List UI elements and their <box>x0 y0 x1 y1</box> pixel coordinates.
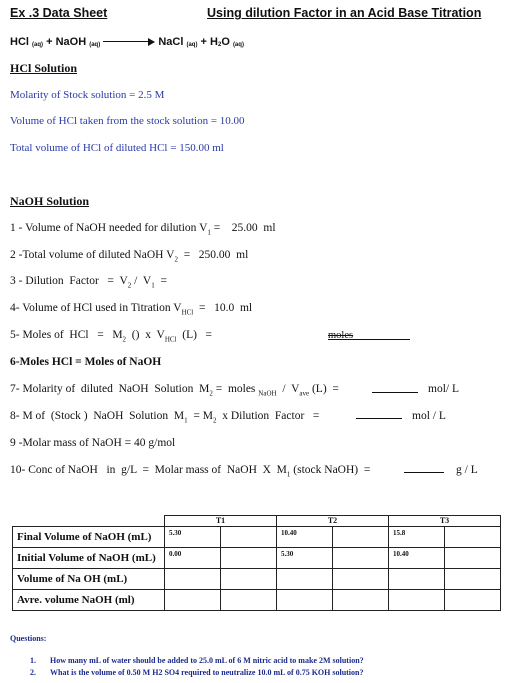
answer-blank <box>404 472 444 473</box>
table-cell[interactable]: 5.30 <box>277 548 333 569</box>
table-cell[interactable] <box>221 527 277 548</box>
table-row <box>13 590 501 611</box>
table-cell[interactable] <box>389 590 445 611</box>
table-row <box>13 527 501 548</box>
product-water: $H_2O$ <box>210 36 230 48</box>
hcl-stock-molarity: Molarity of Stock solution = 2.5 M <box>10 89 165 101</box>
titration-table <box>12 515 501 611</box>
naoh-line-2: 2 -Total volume of diluted NaOH $V_2 = 250.00$ ml <box>10 249 249 264</box>
plus-sign: + <box>46 36 53 48</box>
question-number: 2. <box>30 668 36 677</box>
table-cell[interactable] <box>221 569 277 590</box>
row-label: Volume of Na OH (mL) <box>13 569 165 590</box>
row-label: Avre. volume NaOH (ml) <box>13 590 165 611</box>
naoh-line-1: 1 - Volume of NaOH needed for dilution $V_1$ = 25.00 ml <box>10 222 276 237</box>
table-header-row <box>13 516 501 527</box>
table-cell[interactable]: 15.8 <box>389 527 445 548</box>
hcl-total-volume: Total volume of HCl of diluted HCl = 150.00 ml <box>10 142 224 154</box>
unit-g-per-l: g / L <box>456 464 478 476</box>
hcl-solution-heading: HCl Solution <box>10 61 78 75</box>
question-number: 1. <box>30 656 36 665</box>
state-aq: (aq) <box>186 42 198 48</box>
naoh-line-8: 8- M of (Stock ) NaOH Solution $M_1 = M_2$ x Dilution Factor = <box>10 410 320 425</box>
question-2: What is the volume of 0.50 M H2 SO4 required to neutralize 10.0 mL of 0.75 KOH solution? <box>50 668 364 677</box>
reaction-equation <box>10 36 244 48</box>
moles-blank <box>328 331 410 344</box>
naoh-line-5: 5- Moles of HCl = $M_2$ () x $V_{HCl}$ (L) = <box>10 329 213 344</box>
state-aq: (aq) <box>232 42 244 48</box>
hcl-volume-taken: Volume of HCl taken from the stock solution = 10.00 <box>10 115 245 127</box>
row-label: Final Volume of NaOH (mL) <box>13 527 165 548</box>
naoh-line-4: 4- Volume of HCl used in Titration $V_{HCl} = 10.0$ ml <box>10 302 253 317</box>
moles-unit: moles <box>328 330 354 341</box>
table-cell[interactable] <box>165 569 221 590</box>
reactant-hcl: HCl <box>10 36 29 48</box>
naoh-line-9: 9 -Molar mass of NaOH = 40 g/mol <box>10 437 176 449</box>
column-header-t3: T3 <box>389 516 501 527</box>
table-row <box>13 548 501 569</box>
questions-heading: Questions: <box>10 634 47 643</box>
row-label: Initial Volume of NaOH (mL) <box>13 548 165 569</box>
table-cell[interactable]: 5.30 <box>165 527 221 548</box>
table-cell[interactable] <box>445 590 501 611</box>
question-1: How many mL of water should be added to 25.0 mL of 6 M nitric acid to make 2M solution? <box>50 656 364 665</box>
table-cell[interactable] <box>445 548 501 569</box>
table-cell[interactable] <box>333 548 389 569</box>
naoh-solution-heading: NaOH Solution <box>10 194 90 208</box>
naoh-line-10: 10- Conc of NaOH in g/L = Molar mass of NaOH X $M_1$ (stock NaOH) = <box>10 464 371 479</box>
table-row <box>13 569 501 590</box>
table-cell[interactable] <box>221 590 277 611</box>
product-nacl: NaCl <box>158 36 184 48</box>
state-aq: (aq) <box>32 42 44 48</box>
column-header-t2: T2 <box>277 516 389 527</box>
table-cell[interactable] <box>389 569 445 590</box>
table-cell[interactable] <box>277 569 333 590</box>
sheet-title: Ex .3 Data Sheet <box>10 6 108 20</box>
reaction-arrow-icon <box>103 39 155 45</box>
table-cell[interactable]: 10.40 <box>389 548 445 569</box>
table-cell[interactable]: 0.00 <box>165 548 221 569</box>
experiment-title: Using dilution Factor in an Acid Base Titration <box>207 6 482 20</box>
table-cell[interactable] <box>221 548 277 569</box>
table-cell[interactable] <box>333 527 389 548</box>
table-cell[interactable] <box>277 590 333 611</box>
naoh-line-7: 7- Molarity of diluted NaOH Solution $M_2$ = moles $_{NaOH} / V_{ave}$ (L) = <box>10 383 339 398</box>
table-cell[interactable] <box>333 569 389 590</box>
table-cell[interactable] <box>445 569 501 590</box>
table-cell[interactable] <box>445 527 501 548</box>
table-cell[interactable] <box>333 590 389 611</box>
reactant-naoh: NaOH <box>55 36 87 48</box>
column-header-t1: T1 <box>165 516 277 527</box>
unit-mol-per-l: mol/ L <box>428 383 459 395</box>
answer-blank <box>372 392 418 393</box>
table-cell[interactable] <box>165 590 221 611</box>
table-cell[interactable]: 10.40 <box>277 527 333 548</box>
unit-mol-per-l: mol / L <box>412 410 446 422</box>
answer-blank <box>356 418 402 419</box>
naoh-line-6: 6-Moles HCl = Moles of NaOH <box>10 356 162 368</box>
naoh-line-3: 3 - Dilution Factor = $V_2 / V_1$ = <box>10 275 167 290</box>
state-aq: (aq) <box>89 42 101 48</box>
plus-sign: + <box>200 36 207 48</box>
